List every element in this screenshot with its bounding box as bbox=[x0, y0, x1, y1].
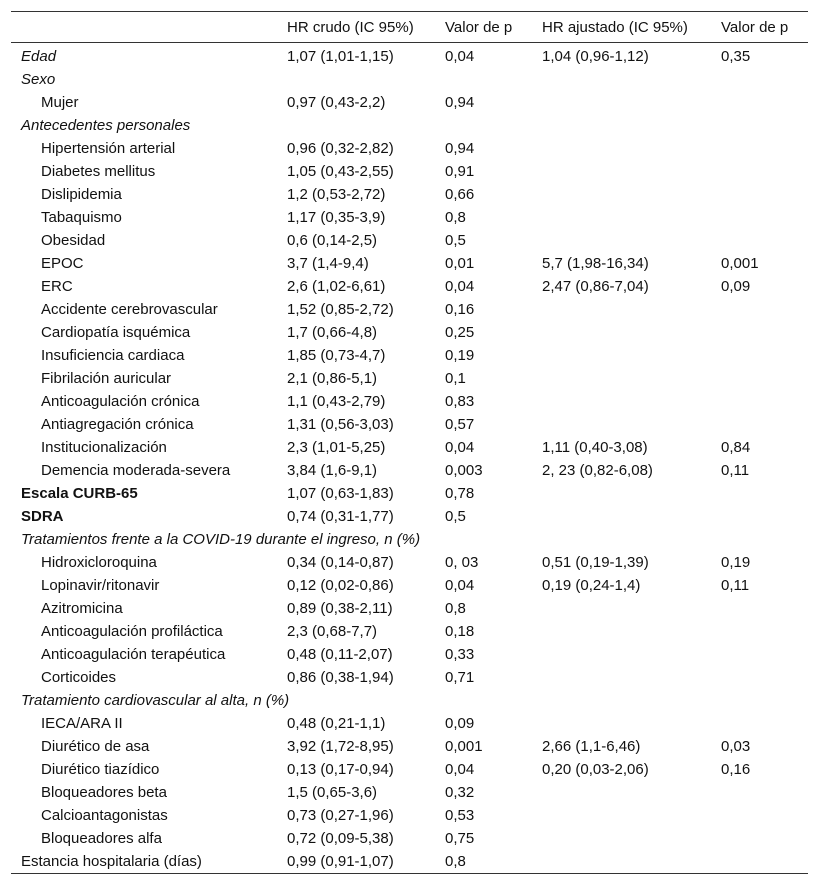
p-adjusted-cell bbox=[711, 160, 808, 183]
p-adjusted-cell: 0,001 bbox=[721, 255, 759, 272]
p-crude-cell: 0, 03 bbox=[445, 554, 479, 571]
p-crude-cell: 0,53 bbox=[445, 807, 475, 824]
row-label: Tratamiento cardiovascular al alta, n (%) bbox=[21, 692, 290, 709]
table-row bbox=[11, 183, 808, 206]
row-label: Calcioantagonistas bbox=[41, 807, 168, 824]
p-adjusted-cell bbox=[711, 482, 808, 505]
table-row bbox=[11, 574, 808, 597]
hr-crude-cell: 0,72 (0,09-5,38) bbox=[287, 830, 394, 847]
hr-adjusted-cell bbox=[532, 643, 711, 666]
row-label: Institucionalización bbox=[41, 439, 167, 456]
row-label: Bloqueadores beta bbox=[41, 784, 167, 801]
p-adjusted-cell bbox=[711, 114, 808, 137]
p-crude-cell: 0,01 bbox=[445, 255, 475, 272]
p-adjusted-cell bbox=[711, 321, 808, 344]
hr-adjusted-cell: 0,20 (0,03-2,06) bbox=[542, 761, 649, 778]
table-row bbox=[11, 459, 808, 482]
p-crude-cell: 0,8 bbox=[435, 850, 532, 874]
p-adjusted-cell bbox=[711, 91, 808, 114]
hr-crude-cell: 2,3 (1,01-5,25) bbox=[287, 439, 386, 456]
table-row bbox=[11, 436, 808, 459]
row-label: Bloqueadores alfa bbox=[41, 830, 162, 847]
hr-adjusted-cell: 5,7 (1,98-16,34) bbox=[542, 255, 649, 272]
row-label: Diurético de asa bbox=[41, 738, 150, 755]
table-row bbox=[11, 666, 808, 689]
p-crude-cell: 0,18 bbox=[445, 623, 475, 640]
hr-crude-cell: 3,7 (1,4-9,4) bbox=[287, 255, 369, 272]
hr-crude-cell: 3,84 (1,6-9,1) bbox=[287, 462, 378, 479]
hr-adjusted-cell bbox=[532, 597, 711, 620]
table-row bbox=[11, 482, 808, 505]
row-label: Anticoagulación terapéutica bbox=[41, 646, 226, 663]
row-label: Demencia moderada-severa bbox=[41, 462, 231, 479]
p-crude-cell: 0,001 bbox=[445, 738, 483, 755]
hr-crude-cell: 1,5 (0,65-3,6) bbox=[287, 784, 378, 801]
hr-crude-cell: 1,07 (0,63-1,83) bbox=[287, 485, 394, 502]
row-label: Edad bbox=[21, 48, 57, 65]
p-adjusted-cell bbox=[711, 827, 808, 850]
table-row bbox=[11, 643, 808, 666]
table-row bbox=[11, 804, 808, 827]
hr-adjusted-cell: 1,11 (0,40-3,08) bbox=[542, 439, 648, 456]
hr-adjusted-cell: 1,04 (0,96-1,12) bbox=[542, 48, 649, 65]
hr-crude-cell: 2,6 (1,02-6,61) bbox=[287, 278, 386, 295]
hr-adjusted-cell bbox=[532, 689, 711, 712]
p-crude-cell: 0,91 bbox=[445, 163, 475, 180]
p-crude-cell: 0,003 bbox=[445, 462, 483, 479]
hr-crude-cell: 0,96 (0,32-2,82) bbox=[287, 140, 394, 157]
row-label: IECA/ARA II bbox=[41, 715, 123, 732]
table-header bbox=[11, 12, 808, 43]
row-label: SDRA bbox=[21, 508, 64, 525]
row-label: Anticoagulación profiláctica bbox=[41, 623, 223, 640]
table-row bbox=[11, 758, 808, 781]
p-adjusted-cell bbox=[711, 344, 808, 367]
hr-adjusted-cell: 0,51 (0,19-1,39) bbox=[542, 554, 649, 571]
p-crude-cell: 0,33 bbox=[445, 646, 475, 663]
row-label: Mujer bbox=[41, 94, 79, 111]
row-label: Anticoagulación crónica bbox=[41, 393, 200, 410]
row-label: Cardiopatía isquémica bbox=[41, 324, 191, 341]
header-variable bbox=[11, 12, 277, 43]
p-crude-cell bbox=[435, 528, 532, 551]
p-crude-cell: 0,04 bbox=[445, 48, 475, 65]
row-label: ERC bbox=[41, 278, 73, 295]
hr-crude-cell: 2,1 (0,86-5,1) bbox=[287, 370, 378, 387]
hr-crude-cell: 0,74 (0,31-1,77) bbox=[287, 508, 394, 525]
hr-adjusted-cell bbox=[532, 505, 711, 528]
table-row bbox=[11, 390, 808, 413]
table-row bbox=[11, 413, 808, 436]
p-adjusted-cell bbox=[711, 689, 808, 712]
hr-adjusted-cell bbox=[532, 183, 711, 206]
p-crude-cell: 0,5 bbox=[445, 508, 466, 525]
table-row bbox=[11, 827, 808, 850]
hr-crude-cell: 0,48 (0,11-2,07) bbox=[287, 646, 393, 663]
row-label: Diabetes mellitus bbox=[41, 163, 156, 180]
row-label: Tabaquismo bbox=[41, 209, 122, 226]
p-adjusted-cell bbox=[711, 712, 808, 735]
p-crude-cell: 0,8 bbox=[445, 600, 466, 617]
p-adjusted-cell: 0,11 bbox=[721, 577, 750, 594]
header-p-adjusted: Valor de p bbox=[711, 12, 808, 43]
p-adjusted-cell: 0,16 bbox=[721, 761, 751, 778]
p-adjusted-cell bbox=[711, 137, 808, 160]
p-crude-cell: 0,78 bbox=[445, 485, 475, 502]
hr-adjusted-cell bbox=[532, 850, 711, 874]
p-adjusted-cell bbox=[711, 298, 808, 321]
hr-adjusted-cell bbox=[532, 804, 711, 827]
row-label: Antiagregación crónica bbox=[41, 416, 194, 433]
p-crude-cell bbox=[435, 114, 532, 137]
hr-adjusted-cell: 2, 23 (0,82-6,08) bbox=[542, 462, 653, 479]
row-label: Azitromicina bbox=[41, 600, 123, 617]
p-crude-cell bbox=[435, 689, 532, 712]
table-row bbox=[11, 781, 808, 804]
table-row bbox=[11, 735, 808, 758]
p-crude-cell: 0,04 bbox=[445, 761, 475, 778]
row-label: Sexo bbox=[21, 71, 56, 88]
hr-crude-cell: 0,48 (0,21-1,1) bbox=[287, 715, 386, 732]
table-row bbox=[11, 275, 808, 298]
hr-adjusted-cell bbox=[532, 666, 711, 689]
p-adjusted-cell: 0,11 bbox=[721, 462, 750, 479]
table-row bbox=[11, 252, 808, 275]
table-row bbox=[11, 689, 808, 712]
table-row bbox=[11, 344, 808, 367]
p-crude-cell: 0,8 bbox=[445, 209, 466, 226]
header-hr-adjusted: HR ajustado (IC 95%) bbox=[532, 12, 711, 43]
hr-adjusted-cell: 0,19 (0,24-1,4) bbox=[542, 577, 641, 594]
hr-crude-cell bbox=[277, 68, 435, 91]
hr-adjusted-cell bbox=[532, 68, 711, 91]
p-adjusted-cell: 0,03 bbox=[721, 738, 751, 755]
hr-crude-cell: 3,92 (1,72-8,95) bbox=[287, 738, 394, 755]
hr-crude-cell: 1,07 (1,01-1,15) bbox=[287, 48, 394, 65]
p-crude-cell: 0,57 bbox=[445, 416, 475, 433]
row-label: Antecedentes personales bbox=[21, 117, 191, 134]
hr-crude-cell: 1,17 (0,35-3,9) bbox=[287, 209, 386, 226]
p-adjusted-cell bbox=[711, 367, 808, 390]
p-crude-cell: 0,19 bbox=[445, 347, 475, 364]
table-row bbox=[11, 528, 808, 551]
table-row bbox=[11, 43, 808, 69]
table-row bbox=[11, 505, 808, 528]
p-crude-cell: 0,09 bbox=[445, 715, 475, 732]
hr-adjusted-cell bbox=[532, 482, 711, 505]
table-row bbox=[11, 137, 808, 160]
hr-crude-cell bbox=[277, 689, 435, 712]
p-crude-cell: 0,94 bbox=[445, 94, 475, 111]
hr-crude-cell: 1,7 (0,66-4,8) bbox=[287, 324, 378, 341]
row-label: Fibrilación auricular bbox=[41, 370, 172, 387]
p-adjusted-cell bbox=[711, 229, 808, 252]
hr-adjusted-cell bbox=[532, 413, 711, 436]
hr-adjusted-cell: 2,47 (0,86-7,04) bbox=[542, 278, 649, 295]
hr-adjusted-cell bbox=[532, 390, 711, 413]
table-row bbox=[11, 367, 808, 390]
row-label: Accidente cerebrovascular bbox=[41, 301, 218, 318]
hr-crude-cell bbox=[277, 114, 435, 137]
hr-crude-cell: 1,1 (0,43-2,79) bbox=[287, 393, 386, 410]
p-crude-cell: 0,5 bbox=[445, 232, 466, 249]
p-crude-cell: 0,04 bbox=[445, 439, 475, 456]
p-crude-cell: 0,71 bbox=[445, 669, 475, 686]
hr-adjusted-cell bbox=[532, 321, 711, 344]
hr-adjusted-cell bbox=[532, 229, 711, 252]
row-label: Insuficiencia cardiaca bbox=[41, 347, 185, 364]
table-row bbox=[11, 551, 808, 574]
table-row bbox=[11, 68, 808, 91]
hr-crude-cell: 1,31 (0,56-3,03) bbox=[287, 416, 394, 433]
row-label: Hidroxicloroquina bbox=[41, 554, 157, 571]
hr-adjusted-cell bbox=[532, 91, 711, 114]
hr-crude-cell: 1,2 (0,53-2,72) bbox=[287, 186, 386, 203]
p-adjusted-cell: 0,84 bbox=[721, 439, 751, 456]
hr-crude-cell: 1,52 (0,85-2,72) bbox=[287, 301, 394, 318]
p-adjusted-cell bbox=[711, 206, 808, 229]
p-adjusted-cell bbox=[711, 597, 808, 620]
hr-crude-cell: 0,89 (0,38-2,11) bbox=[287, 600, 393, 617]
table-row bbox=[11, 91, 808, 114]
hr-crude-cell: 2,3 (0,68-7,7) bbox=[287, 623, 378, 640]
p-adjusted-cell bbox=[711, 183, 808, 206]
p-adjusted-cell: 0,09 bbox=[721, 278, 751, 295]
p-adjusted-cell bbox=[711, 781, 808, 804]
table-row bbox=[11, 620, 808, 643]
table-row bbox=[11, 597, 808, 620]
row-label: Tratamientos frente a la COVID-19 durante el ingreso, n (%) bbox=[21, 531, 421, 548]
table-row bbox=[11, 160, 808, 183]
hr-crude-cell: 0,73 (0,27-1,96) bbox=[287, 807, 394, 824]
hr-crude-cell: 0,13 (0,17-0,94) bbox=[287, 761, 394, 778]
p-adjusted-cell bbox=[711, 804, 808, 827]
p-adjusted-cell bbox=[711, 643, 808, 666]
row-label: Lopinavir/ritonavir bbox=[41, 577, 160, 594]
hr-adjusted-cell bbox=[532, 712, 711, 735]
hr-adjusted-cell bbox=[532, 528, 711, 551]
p-adjusted-cell bbox=[711, 620, 808, 643]
p-adjusted-cell bbox=[711, 505, 808, 528]
p-adjusted-cell bbox=[711, 528, 808, 551]
table-row bbox=[11, 229, 808, 252]
hr-crude-cell: 0,6 (0,14-2,5) bbox=[287, 232, 378, 249]
row-label: Hipertensión arterial bbox=[41, 140, 176, 157]
p-crude-cell: 0,75 bbox=[445, 830, 475, 847]
table-row bbox=[11, 850, 808, 874]
hr-crude-cell: 1,05 (0,43-2,55) bbox=[287, 163, 394, 180]
hr-adjusted-cell bbox=[532, 620, 711, 643]
header-p-crude: Valor de p bbox=[435, 12, 532, 43]
table-row bbox=[11, 298, 808, 321]
hr-adjusted-cell bbox=[532, 160, 711, 183]
p-adjusted-cell bbox=[711, 68, 808, 91]
hr-adjusted-cell bbox=[532, 206, 711, 229]
p-adjusted-cell bbox=[711, 666, 808, 689]
row-label: Estancia hospitalaria (días) bbox=[11, 850, 277, 874]
header-hr-crude: HR crudo (IC 95%) bbox=[277, 12, 435, 43]
hr-adjusted-cell bbox=[532, 114, 711, 137]
p-adjusted-cell bbox=[711, 413, 808, 436]
p-crude-cell: 0,32 bbox=[445, 784, 475, 801]
p-adjusted-cell: 0,35 bbox=[721, 48, 751, 65]
hr-adjusted-cell bbox=[532, 137, 711, 160]
row-label: Diurético tiazídico bbox=[41, 761, 160, 778]
hr-crude-cell: 1,85 (0,73-4,7) bbox=[287, 347, 386, 364]
hr-crude-cell: 0,97 (0,43-2,2) bbox=[287, 94, 386, 111]
row-label: EPOC bbox=[41, 255, 84, 272]
hr-adjusted-cell bbox=[532, 298, 711, 321]
table-body bbox=[11, 43, 808, 874]
p-crude-cell: 0,04 bbox=[445, 278, 475, 295]
p-adjusted-cell bbox=[711, 390, 808, 413]
hr-crude-cell: 0,86 (0,38-1,94) bbox=[287, 669, 394, 686]
table-row bbox=[11, 114, 808, 137]
hr-adjusted-cell bbox=[532, 781, 711, 804]
row-label: Escala CURB-65 bbox=[21, 485, 138, 502]
hazard-ratio-table bbox=[11, 11, 808, 874]
table-row bbox=[11, 321, 808, 344]
p-crude-cell bbox=[435, 68, 532, 91]
row-label: Corticoides bbox=[41, 669, 117, 686]
hr-crude-cell: 0,34 (0,14-0,87) bbox=[287, 554, 394, 571]
p-crude-cell: 0,94 bbox=[445, 140, 475, 157]
row-label: Obesidad bbox=[41, 232, 106, 249]
table-row bbox=[11, 206, 808, 229]
p-crude-cell: 0,16 bbox=[445, 301, 475, 318]
row-label: Dislipidemia bbox=[41, 186, 122, 203]
p-crude-cell: 0,25 bbox=[445, 324, 475, 341]
p-crude-cell: 0,66 bbox=[445, 186, 475, 203]
header-row bbox=[11, 12, 808, 43]
hr-crude-cell: 0,99 (0,91-1,07) bbox=[277, 850, 435, 874]
hr-adjusted-cell bbox=[532, 344, 711, 367]
hr-adjusted-cell bbox=[532, 367, 711, 390]
hr-adjusted-cell bbox=[532, 827, 711, 850]
p-crude-cell: 0,1 bbox=[445, 370, 466, 387]
p-adjusted-cell bbox=[711, 850, 808, 874]
p-crude-cell: 0,04 bbox=[445, 577, 475, 594]
table-row bbox=[11, 712, 808, 735]
hr-adjusted-cell: 2,66 (1,1-6,46) bbox=[542, 738, 641, 755]
p-crude-cell: 0,83 bbox=[445, 393, 475, 410]
p-adjusted-cell: 0,19 bbox=[721, 554, 751, 571]
hr-crude-cell: 0,12 (0,02-0,86) bbox=[287, 577, 394, 594]
